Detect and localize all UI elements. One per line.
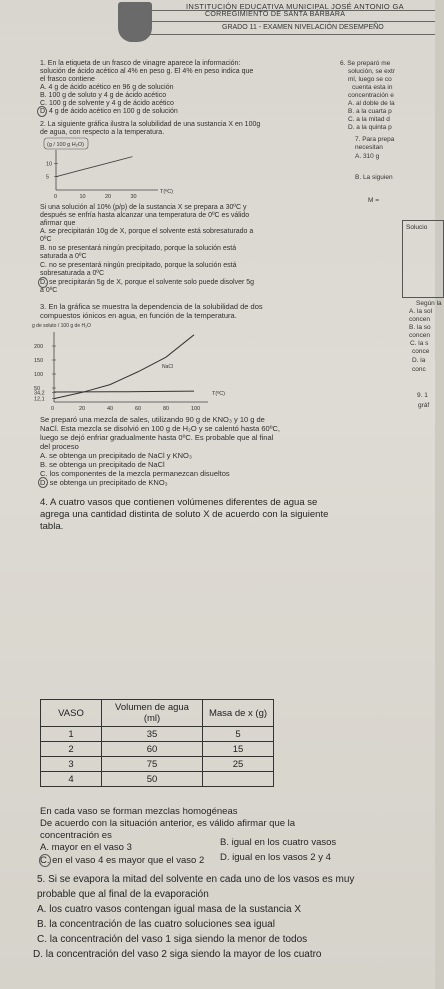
table-cell: 60: [102, 742, 203, 757]
q6-option-a: A. al doble de la: [348, 100, 395, 107]
q4-option-c: C. en el vaso 4 es mayor que el vaso 2: [40, 855, 205, 866]
q5-line: probable que al final de la evaporación: [37, 889, 209, 900]
q4-body: De acuerdo con la situación anterior, es válido afirmar que la: [40, 818, 296, 829]
q3-option-a: A. se obtenga un precipitado de NaCl y KNO₃: [40, 451, 192, 460]
table-cell: 25: [203, 757, 274, 772]
table-header-row: [41, 700, 274, 727]
chart1-x-tick: 20: [105, 194, 112, 200]
chart2-x-tick: 80: [163, 406, 170, 412]
table-row: [41, 772, 274, 787]
q5-line: 5. Si se evapora la mitad del solvente en cada uno de los vasos es muy: [37, 874, 355, 885]
q1-line: el frasco contiene: [40, 76, 95, 83]
chart2-y-tick: 200: [34, 344, 44, 350]
q1-option-a: A. 4 g de ácido acético en 96 g de solución: [40, 84, 174, 91]
chart2-xlabel: T(ºC): [212, 391, 226, 397]
township-name: CORREGIMIENTO DE SANTA BÁRBARA: [205, 11, 346, 18]
q2-body: afirmar que: [40, 220, 76, 227]
q6-option-d: D. a la quinta p: [348, 124, 392, 131]
institution-name: INSTITUCIÓN EDUCATIVA MUNICIPAL JOSÉ ANTONIO GA: [186, 2, 404, 11]
q3-body: del proceso: [40, 442, 79, 451]
chart2-x-tick: 20: [79, 406, 86, 412]
chart1-series-line: [56, 157, 133, 177]
table-cell: 15: [203, 742, 274, 757]
vasos-table: [40, 699, 274, 787]
q3-option-b: B. se obtenga un precipitado de NaCl: [40, 460, 165, 469]
chart1-xlabel: T(ºC): [160, 189, 174, 195]
q4-line: agrega una cantidad distinta de soluto X de acuerdo con la siguiente: [40, 509, 329, 520]
table-header: VASO: [41, 700, 102, 727]
q3-body: NaCl. Esta mezcla se disolvió en 100 g de H₂O y se calentó hasta 60ºC,: [40, 424, 280, 433]
q1-option-c: C. 100 g de solvente y 4 g de ácido acético: [40, 100, 174, 107]
q1-line: solución de ácido acético al 4% en peso g. El 4% en peso indica que: [40, 68, 254, 75]
q2-option-b: B. no se presentará ningún precipitado, porque la solución está: [40, 245, 237, 252]
chart2-y-tick: 12,1: [34, 396, 45, 403]
q9-option-b: B. la so: [409, 324, 431, 331]
solubility-chart-kno3-nacl: [30, 322, 230, 414]
table-cell: 3: [41, 757, 102, 772]
q1-option-d: D. 4 g de ácido acético en 100 g de solución: [40, 108, 178, 115]
q2-option-c: C. no se presentará ningún precipitado, porque la solución está: [40, 262, 237, 269]
chart1-x-tick: 0: [54, 194, 58, 200]
table-cell: 2: [41, 742, 102, 757]
chart2-y-tick: 150: [34, 358, 44, 364]
chart2-x-tick: 60: [135, 406, 142, 412]
q4-line: 4. A cuatro vasos que contienen volúmenes diferentes de agua se: [40, 497, 318, 508]
school-shield-icon: [118, 2, 152, 42]
q3-line: compuestos iónicos en agua, en función de la temperatura.: [40, 311, 237, 320]
q3-option-d: D. se obtenga un precipitado de KNO₃: [40, 478, 168, 487]
chart2-x-tick: 0: [51, 406, 55, 412]
q3-line: 3. En la gráfica se muestra la dependencia de la solubilidad de dos: [40, 302, 263, 311]
q6-line: solución, se extr: [348, 68, 395, 75]
solution-box: [402, 220, 444, 298]
q2-body: Si una solución al 10% (p/p) de la sustancia X se prepara a 30ºC y: [40, 204, 247, 211]
q2-option-a: A. se precipitarán 10g de X, porque el solvente está sobresaturado a: [40, 228, 254, 235]
q5-option-b: B. la concentración de las cuatro soluciones sea igual: [37, 919, 275, 930]
q9-line: concen: [409, 332, 430, 339]
chart2-y-tick: 34,2: [34, 390, 45, 397]
q2-answer-circle: [38, 277, 48, 288]
table-header: Volumen de agua (ml): [102, 700, 203, 727]
table-cell: 5: [203, 727, 274, 742]
table-header: Masa de x (g): [203, 700, 274, 727]
q4-body: concentración es: [40, 830, 112, 841]
q9-line: concen: [409, 316, 430, 323]
chart2-x-tick: 40: [107, 406, 114, 412]
chart1-y-tick: 5: [46, 174, 50, 181]
table-row: [41, 727, 274, 742]
q6-line: cuenta esta in: [352, 84, 393, 91]
chart1-ylabel: (g / 100 g H₂O): [47, 142, 84, 148]
q10-line: gráf: [418, 402, 430, 409]
q4-option-b: B. igual en los cuatro vasos: [220, 837, 337, 848]
table-cell: [203, 772, 274, 787]
chart2-ylabel: g de soluto / 100 g de H₂O: [32, 323, 91, 329]
q7-line: necesitan: [355, 144, 383, 151]
chart2-y-tick: 100: [34, 372, 44, 378]
table-cell: 75: [102, 757, 203, 772]
chart1-x-tick: 30: [130, 194, 137, 200]
q4-line: tabla.: [40, 521, 64, 532]
q9-option-a: A. la sol: [409, 308, 433, 315]
table-cell: 35: [102, 727, 203, 742]
q5-option-c: C. la concentración del vaso 1 siga siendo la menor de todos: [37, 934, 308, 945]
q9-line: conce: [412, 348, 430, 355]
q7-line: 7. Para prepa: [355, 136, 395, 143]
q7-option-a: A. 310 g: [355, 153, 380, 160]
table-cell: 1: [41, 727, 102, 742]
chart1-x-tick: 10: [79, 194, 86, 200]
q9-line: Según la: [416, 300, 442, 307]
solubility-chart-x: [42, 138, 192, 204]
chart1-y-tick: 10: [46, 161, 53, 168]
q2-option-a-cont: 0ºC: [40, 236, 52, 243]
table-cell: 4: [41, 772, 102, 787]
q6-line: 6. Se preparó me: [340, 60, 391, 67]
q2-option-b-cont: saturada a 0ºC: [40, 253, 87, 260]
q10-line: 9. 1: [417, 392, 428, 399]
q4-body: En cada vaso se forman mezclas homogéneas: [40, 806, 238, 817]
chart2-nacl-label: NaCl: [162, 364, 174, 370]
q6-option-c: C. a la mitad d: [348, 116, 390, 123]
q4-answer-circle: [39, 854, 51, 867]
q2-body: después se enfría hasta alcanzar una temperatura de 0ºC es válido: [40, 212, 250, 219]
chart2-x-tick: 100: [191, 406, 201, 412]
q2-option-c-cont: sobresaturada a 0ºC: [40, 270, 105, 277]
q3-body: Se preparó una mezcla de sales, utilizando 90 g de KNO₃ y 10 g de: [40, 415, 265, 424]
q4-option-a: A. mayor en el vaso 3: [40, 842, 132, 853]
table-row: [41, 757, 274, 772]
q3-body: luego se dejó enfriar gradualmente hasta 0ºC. Es probable que al final: [40, 433, 274, 442]
q5-option-a: A. los cuatro vasos contengan igual masa de la sustancia X: [37, 904, 302, 915]
q3-answer-circle: [38, 477, 48, 488]
q1-line: 1. En la etiqueta de un frasco de vinagre aparece la información:: [40, 60, 241, 67]
q1-answer-circle: [37, 106, 47, 117]
table-cell: 50: [102, 772, 203, 787]
exam-header: [0, 0, 435, 50]
q6-line: concentración e: [348, 92, 394, 99]
q2-option-d: D. se precipitarán 5g de X, porque el solvente solo puede disolver 5g: [40, 279, 255, 286]
q2-option-d-cont: a 0ºC: [40, 287, 58, 294]
exam-title: GRADO 11 - EXAMEN NIVELACIÓN DESEMPEÑO: [222, 24, 384, 31]
q6-line: ml, luego se co: [348, 76, 392, 83]
q8-line: B. La siguien: [355, 174, 393, 181]
q5-option-d: D. la concentración del vaso 2 siga siendo la mayor de los cuatro: [33, 949, 322, 960]
q9-line: conc: [412, 366, 426, 373]
q4-option-d: D. igual en los vasos 2 y 4: [220, 852, 331, 863]
formula-m: M =: [368, 197, 380, 204]
q6-option-b: B. a la cuarta p: [348, 108, 392, 115]
table-row: [41, 742, 274, 757]
q9-option-d: D. la: [412, 357, 426, 364]
solution-box-label: Solucio: [406, 224, 428, 231]
q9-option-c: C. la s: [410, 340, 429, 347]
chart2-nacl-line: [54, 391, 194, 392]
q2-line: de agua, con respecto a la temperatura.: [40, 129, 165, 136]
q1-option-b: B. 100 g de soluto y 4 g de ácido acético: [40, 92, 167, 99]
q3-option-c: C. los componentes de la mezcla permanezcan disueltos: [40, 469, 230, 478]
chart2-y-tick: 50: [34, 386, 41, 392]
q2-line: 2. La siguiente gráfica ilustra la solubilidad de una sustancia X en 100g: [40, 121, 261, 128]
